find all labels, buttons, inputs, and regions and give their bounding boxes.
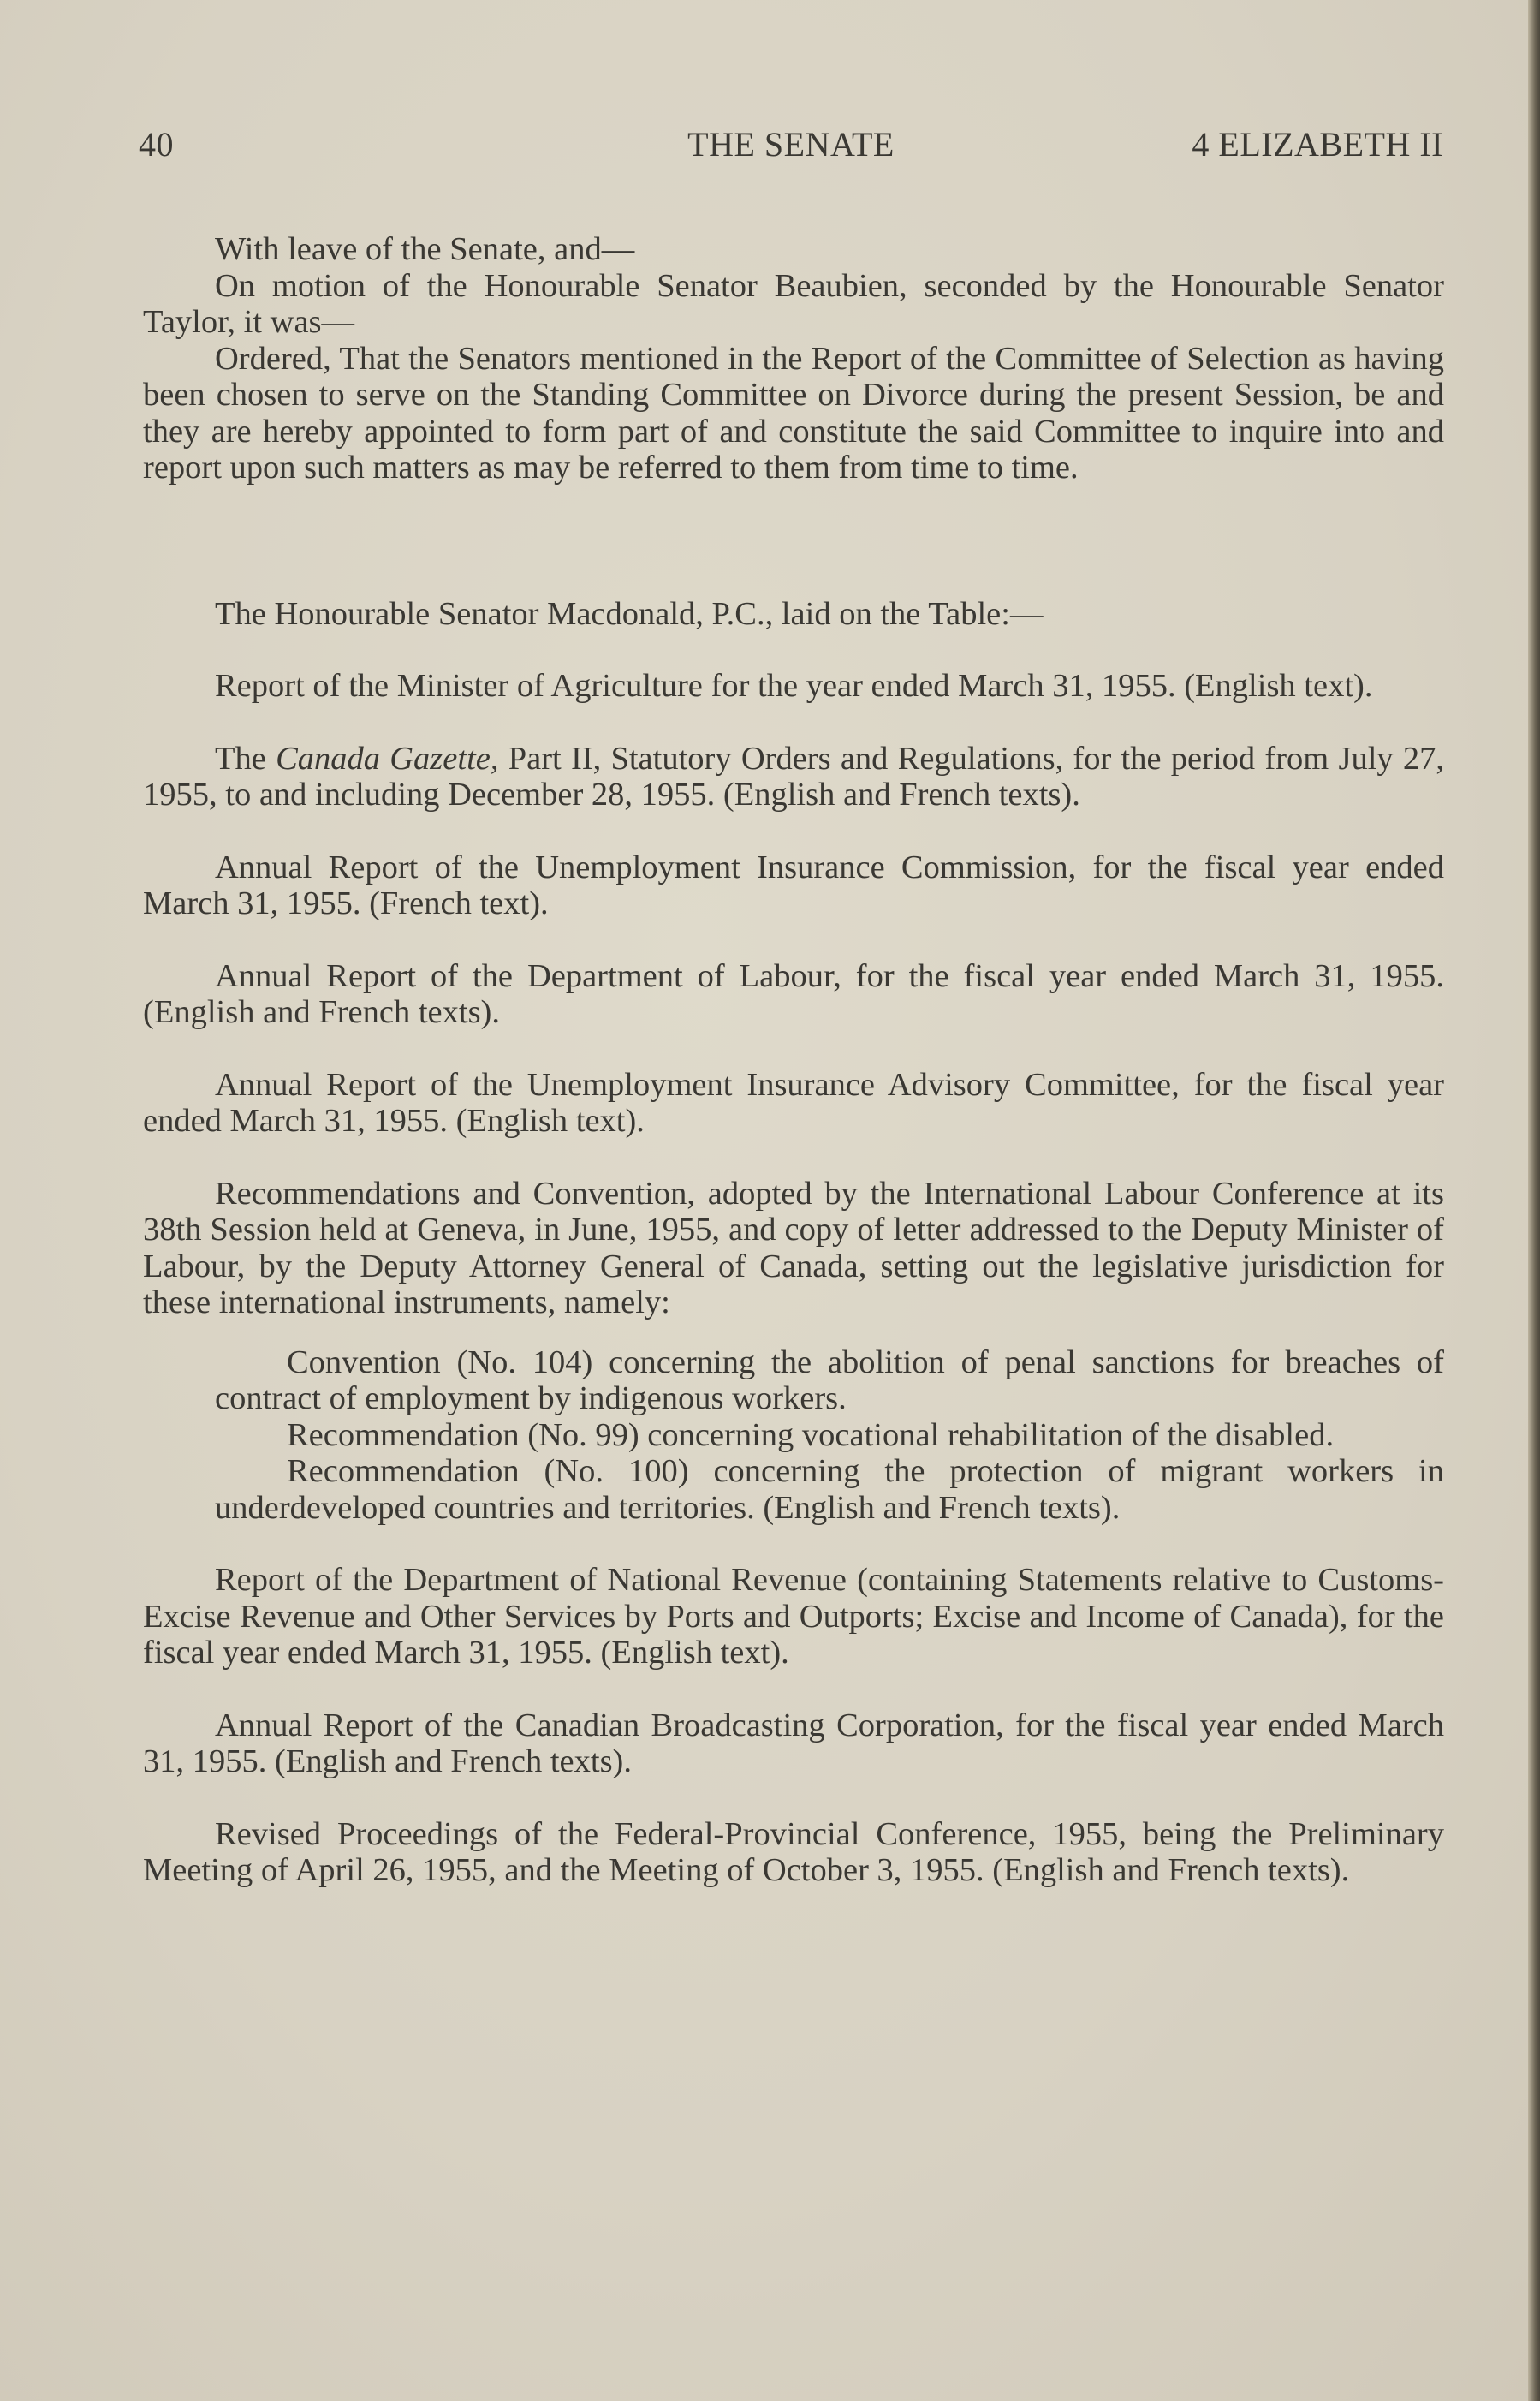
- motion-paragraph: On motion of the Honourable Senator Beaubien, seconded by the Honourable Senator Taylor, it was—: [143, 267, 1444, 340]
- body-text: [143, 231, 1444, 1889]
- recommendation-99: Recommendation (No. 99) concerning vocational rehabilitation of the disabled.: [287, 1416, 1335, 1453]
- cbc-report: Annual Report of the Canadian Broadcasting Corporation, for the fiscal year ended March 31, 1955. (English and French texts).: [143, 1707, 1444, 1779]
- recommendation-100: Recommendation (No. 100) concerning the protection of migrant workers in underdeveloped countries and territories. (English and French texts).: [215, 1453, 1444, 1526]
- gazette-paragraph: [143, 741, 1444, 813]
- gazette-title: Canada Gazette,: [276, 740, 499, 777]
- labour-report: Annual Report of the Department of Labour, for the fiscal year ended March 31, 1955. (English and French texts).: [143, 957, 1444, 1030]
- regnal-year: 4 ELIZABETH II: [1192, 125, 1443, 164]
- leave-paragraph: With leave of the Senate, and—: [215, 231, 635, 267]
- uic-report: Annual Report of the Unemployment Insurance Commission, for the fiscal year ended March 31, 1955. (French text).: [143, 849, 1444, 921]
- tabled-intro: The Honourable Senator Macdonald, P.C., laid on the Table:—: [215, 595, 1044, 632]
- ordered-paragraph: Ordered, That the Senators mentioned in the Report of the Committee of Selection as having been chosen to serve on the Standing Committee on Divorce during the present Session, be and they are hereby appointed to form part of and constitute the said Committee to inquire into and report upon such matters as may be referred to them from time to time.: [143, 340, 1444, 486]
- page-edge-shadow: [1528, 0, 1540, 2401]
- national-revenue-report: Report of the Department of National Revenue (containing Statements relative to Customs-Excise Revenue and Other Services by Ports and Outports; Excise and Income of Canada), for the fiscal year ended March 31, 1955. (English text).: [143, 1562, 1444, 1671]
- ilo-instruments-intro: Recommendations and Convention, adopted by the International Labour Conference at its 38th Session held at Geneva, in June, 1955, and copy of letter addressed to the Deputy Minister of Labour, by the Deputy Attorney General of Canada, setting out the legislative jurisdiction for these international instruments, namely:: [143, 1175, 1444, 1320]
- convention-104: Convention (No. 104) concerning the abolition of penal sanctions for breaches of contract of employment by indigenous workers.: [215, 1343, 1444, 1416]
- running-title: THE SENATE: [687, 125, 895, 164]
- gazette-suffix: Part II, Statutory Orders and Regulations, for the period from July 27, 1955, to and including December 28, 1955. (English and French texts).: [143, 740, 1444, 813]
- uiac-report: Annual Report of the Unemployment Insurance Advisory Committee, for the fiscal year ended March 31, 1955. (English text).: [143, 1066, 1444, 1139]
- page-number: 40: [139, 125, 174, 164]
- conference-proceedings: Revised Proceedings of the Federal-Provincial Conference, 1955, being the Preliminary Meeting of April 26, 1955, and the Meeting of October 3, 1955. (English and French texts).: [143, 1815, 1444, 1888]
- page-header: [139, 124, 1443, 167]
- gazette-prefix: The: [215, 740, 276, 777]
- agriculture-report: Report of the Minister of Agriculture for the year ended March 31, 1955. (English text).: [215, 668, 1373, 704]
